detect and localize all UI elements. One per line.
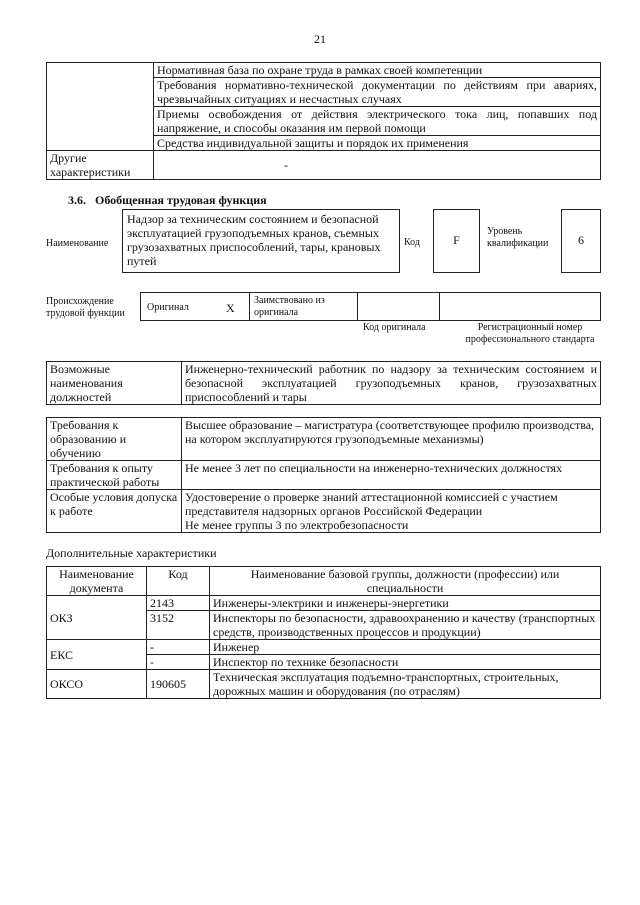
experience-label: Требования к опыту практической работы	[47, 461, 182, 490]
special-conditions-line: Не менее группы 3 по электробезопасности	[185, 518, 409, 532]
original-mark: X	[226, 301, 235, 315]
code-original-caption: Код оригинала	[363, 322, 426, 333]
name-cell: Инспекторы по безопасности, здравоохранению и качеству (транспортных средств, производственных процессов и продукции)	[210, 611, 601, 640]
origin-label: Происхождение трудовой функции	[46, 296, 125, 319]
name-cell: Инженеры-электрики и инженеры-энергетики	[210, 596, 601, 611]
original-label: Оригинал	[147, 302, 189, 313]
knowledge-row: Требования нормативно-технической документации по действиям при авариях, чрезвычайных ситуациях и несчастных случаях	[154, 78, 601, 107]
function-name-box: Надзор за техническим состоянием и безопасной эксплуатацией грузоподъемных кранов, съемных грузозахватных приспособлений, тары, крановых путей	[122, 209, 400, 273]
other-characteristics-value: -	[154, 151, 601, 180]
knowledge-table	[46, 62, 601, 180]
code-cell: 3152	[147, 611, 210, 640]
experience-value: Не менее 3 лет по специальности на инженерно-технических должностях	[182, 461, 601, 490]
other-characteristics-label: Другие характеристики	[47, 151, 154, 180]
doc-eks: ЕКС	[47, 640, 147, 670]
code-label: Код	[404, 237, 420, 248]
header-name: Наименование базовой группы, должности (профессии) или специальности	[210, 567, 601, 596]
positions-table	[46, 361, 601, 405]
name-cell: Инженер	[210, 640, 601, 655]
borrowed-label: Заимствовано из оригинала	[254, 295, 325, 318]
header-document: Наименование документа	[47, 567, 147, 596]
reg-number-caption: Регистрационный номер профессионального стандарта	[465, 322, 595, 345]
code-value-box: F	[433, 209, 480, 273]
knowledge-row: Приемы освобождения от действия электрического тока лиц, попавших под напряжение, и способы оказания им первой помощи	[154, 107, 601, 136]
header-code: Код	[147, 567, 210, 596]
additional-table	[46, 566, 601, 699]
origin-box	[140, 292, 601, 321]
code-cell: -	[147, 640, 210, 655]
divider	[249, 293, 250, 320]
education-label: Требования к образованию и обучению	[47, 418, 182, 461]
additional-title: Дополнительные характеристики	[46, 546, 217, 560]
name-cell: Техническая эксплуатация подъемно-транспортных, строительных, дорожных машин и оборудования (по отраслям)	[210, 670, 601, 699]
requirements-table	[46, 417, 601, 533]
knowledge-row: Средства индивидуальной защиты и порядок их применения	[154, 136, 601, 151]
special-conditions-value	[182, 490, 601, 533]
special-conditions-label: Особые условия допуска к работе	[47, 490, 182, 533]
positions-value: Инженерно-технический работник по надзору за техническим состоянием и безопасной эксплуатацией грузоподъемных кранов, грузозахватных приспособлений и тары	[182, 362, 601, 405]
code-cell: -	[147, 655, 210, 670]
section-title: Обобщенная трудовая функция	[95, 193, 267, 207]
doc-okz: ОКЗ	[47, 596, 147, 640]
code-cell: 2143	[147, 596, 210, 611]
section-heading	[68, 193, 267, 207]
section-number: 3.6.	[68, 193, 86, 207]
doc-okso: ОКСО	[47, 670, 147, 699]
divider	[357, 293, 358, 320]
name-label: Наименование	[46, 238, 109, 249]
level-label: Уровень квалификации	[487, 226, 549, 249]
divider	[439, 293, 440, 320]
page-number: 21	[314, 32, 326, 46]
special-conditions-line: Удостоверение о проверке знаний аттестационной комиссией с участием представителя надзорных органов Российской Федерации	[185, 490, 558, 518]
positions-label: Возможные наименования должностей	[47, 362, 182, 405]
knowledge-row: Нормативная база по охране труда в рамках своей компетенции	[154, 63, 601, 78]
code-cell: 190605	[147, 670, 210, 699]
education-value: Высшее образование – магистратура (соответствующее профилю производства, на котором эксплуатируются грузоподъемные механизмы)	[182, 418, 601, 461]
level-value-box: 6	[561, 209, 601, 273]
name-cell: Инспектор по технике безопасности	[210, 655, 601, 670]
